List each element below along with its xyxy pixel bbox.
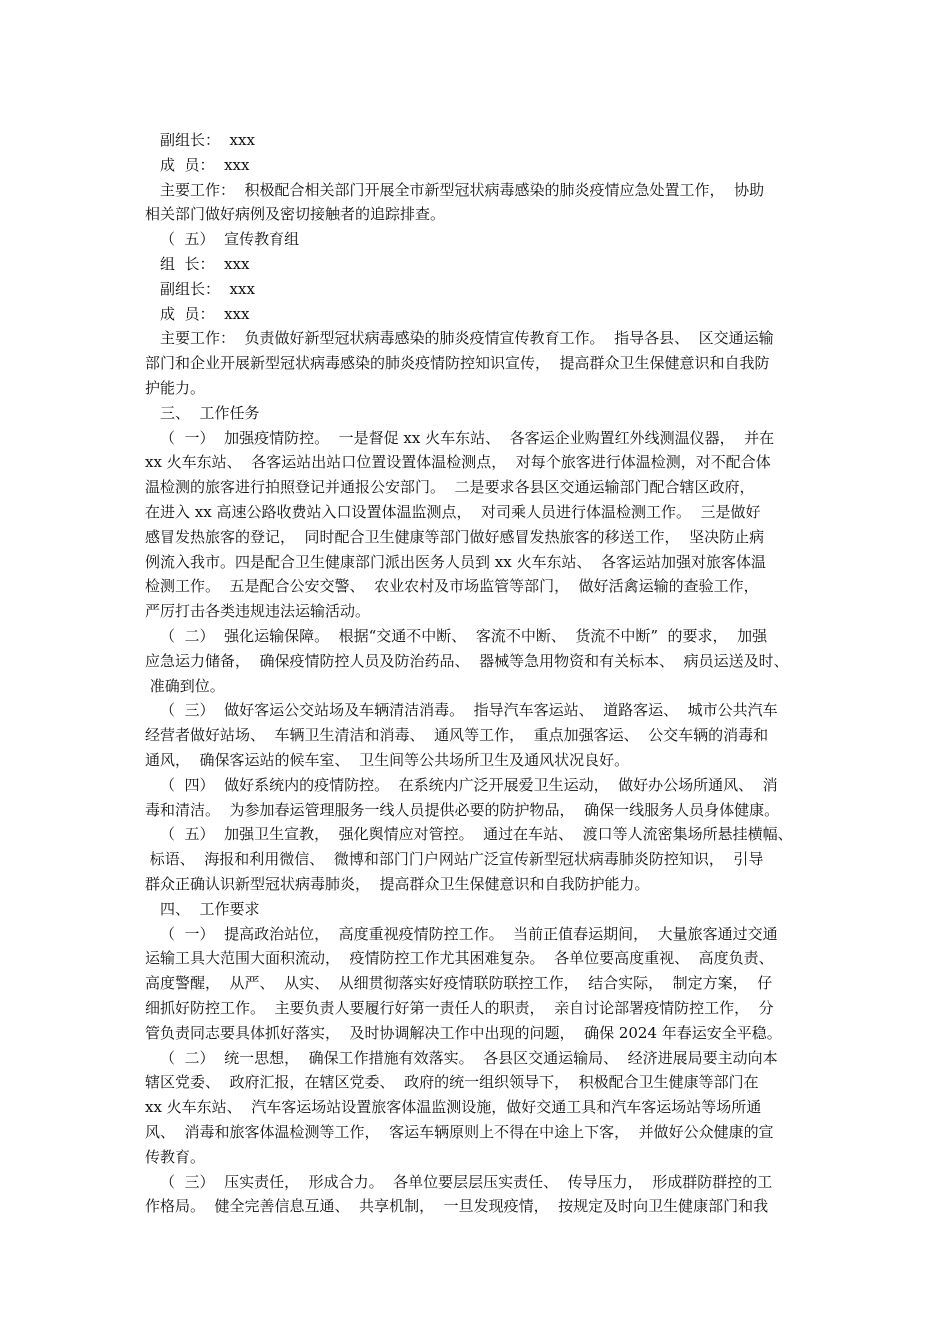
text-line: 相关部门做好病例及密切接触者的追踪排查。 <box>145 205 446 224</box>
text-line: 成 员： xxx <box>160 155 250 174</box>
text-line: 部门和企业开展新型冠状病毒感染的肺炎疫情防控知识宣传， 提高群众卫生保健意识和自我防 <box>145 354 770 373</box>
text-line: （ 一） 提高政治站位， 高度重视疫情防控工作。 当前正值春运期间， 大量旅客通过交通 <box>160 924 778 943</box>
text-line: （ 五） 宣传教育组 <box>160 230 300 249</box>
text-line: 运输工具大范围大面积流动， 疫情防控工作尤其困难复杂。 各单位要高度重视、 高度负责、 <box>145 949 774 968</box>
text-line: 检测工作。 五是配合公安交警、 农业农村及市场监管等部门， 做好活禽运输的查验工作， <box>145 577 759 596</box>
text-line: （ 二） 统一思想， 确保工作措施有效落实。 各县区交通运输局、 经济进展局要主动向本 <box>160 1048 778 1067</box>
text-line: 例流入我市。四是配合卫生健康部门派出医务人员到 xx 火车东站、 各客运站加强对旅客体温 <box>145 552 766 571</box>
text-line: 管负责同志要具体抓好落实， 及时协调解决工作中出现的问题， 确保 2024 年春运安全平稳。 <box>145 1023 782 1042</box>
text-line: 成 员： xxx <box>160 304 250 323</box>
text-line: （ 三） 做好客运公交站场及车辆清洁消毒。 指导汽车客运站、 道路客运、 城市公共汽车 <box>160 701 778 720</box>
text-line: 副组长： xxx <box>160 131 255 149</box>
text-line: 温检测的旅客进行拍照登记并通报公安部门。 二是要求各县区交通运输部门配合辖区政府， <box>145 478 755 497</box>
text-line: 传教育。 <box>145 1147 206 1166</box>
text-line: 通风， 确保客运站的候车室、 卫生间等公共场所卫生及通风状况良好。 <box>145 751 630 769</box>
text-line: 四、 工作要求 <box>160 899 260 918</box>
text-line: 作格局。 健全完善信息互通、 共享机制， 一旦发现疫情， 按规定及时向卫生健康部门和我 <box>145 1197 769 1216</box>
text-line: （ 一） 加强疫情防控。 一是督促 xx 火车东站、 各客运企业购置红外线测温仪器， 并在 <box>160 428 775 447</box>
text-line: 三、 工作任务 <box>160 403 260 422</box>
text-line: xx 火车东站、 各客运站出站口位置设置体温检测点， 对每个旅客进行体温检测，对不配合体 <box>145 453 771 472</box>
text-line: 感冒发热旅客的登记， 同时配合卫生健康等部门做好感冒发热旅客的移送工作， 坚决防止病 <box>145 527 765 546</box>
text-line: （ 四） 做好系统内的疫情防控。 在系统内广泛开展爱卫生运动， 做好办公场所通风、 消 <box>160 775 778 794</box>
text-line: （ 二） 强化运输保障。 根据“交通不中断、 客流不中断、 货流不中断” 的要求， 加强 <box>160 627 768 645</box>
text-line: 毒和清洁。 为参加春运管理服务一线人员提供必要的防护物品， 确保一线服务人员身体健康。 <box>145 800 780 819</box>
text-line: 副组长： xxx <box>160 279 255 298</box>
text-line: 风、 消毒和旅客体温检测等工作， 客运车辆原则上不得在中途上下客， 并做好公众健康的宣 <box>145 1123 774 1141</box>
text-line: 主要工作： 积极配合相关部门开展全市新型冠状病毒感染的肺炎疫情应急处置工作， 协助 <box>160 180 765 199</box>
text-line: 标语、 海报和利用微信、 微博和部门门户网站广泛宣传新型冠状病毒肺炎防控知识， 引导 <box>145 850 764 869</box>
text-line: 组 长： xxx <box>160 255 250 273</box>
text-line: 应急运力储备， 确保疫情防控人员及防治药品、 器械等急用物资和有关标本、 病员运送及时、 <box>145 651 789 670</box>
text-line: 经营者做好站场、 车辆卫生清洁和消毒、 通风等工作， 重点加强客运、 公交车辆的消毒和 <box>145 726 769 745</box>
text-line: （ 五） 加强卫生宣教， 强化舆情应对管控。 通过在车站、 渡口等人流密集场所悬挂横幅、 <box>160 825 793 844</box>
text-line: 严厉打击各类违规违法运输活动。 <box>145 602 371 621</box>
text-line: xx 火车东站、 汽车客运场站设置旅客体温监测设施，做好交通工具和汽车客运场站等场所通 <box>145 1098 762 1117</box>
text-line: 准确到位。 <box>145 676 225 695</box>
text-line: 高度警醒， 从严、 从实、 从细贯彻落实好疫情联防联控工作， 结合实际， 制定方案， 仔 <box>145 974 773 993</box>
text-line: 护能力。 <box>145 379 206 397</box>
text-line: 在进入 xx 高速公路收费站入口设置体温监测点， 对司乘人员进行体温检测工作。 三是做好 <box>145 503 761 521</box>
text-line: （ 三） 压实责任， 形成合力。 各单位要层层压实责任、 传导压力， 形成群防群控的工 <box>160 1172 773 1191</box>
text-line: 群众正确认识新型冠状病毒肺炎， 提高群众卫生保健意识和自我防护能力。 <box>145 875 650 893</box>
text-line: 辖区党委、 政府汇报，在辖区党委、 政府的统一组织领导下， 积极配合卫生健康等部门在 <box>145 1073 759 1092</box>
text-line: 细抓好防控工作。 主要负责人要履行好第一责任人的职责， 亲自讨论部署疫情防控工作， 分 <box>145 999 774 1017</box>
text-line: 主要工作： 负责做好新型冠状病毒感染的肺炎疫情宣传教育工作。 指导各县、 区交通运输 <box>160 329 774 348</box>
